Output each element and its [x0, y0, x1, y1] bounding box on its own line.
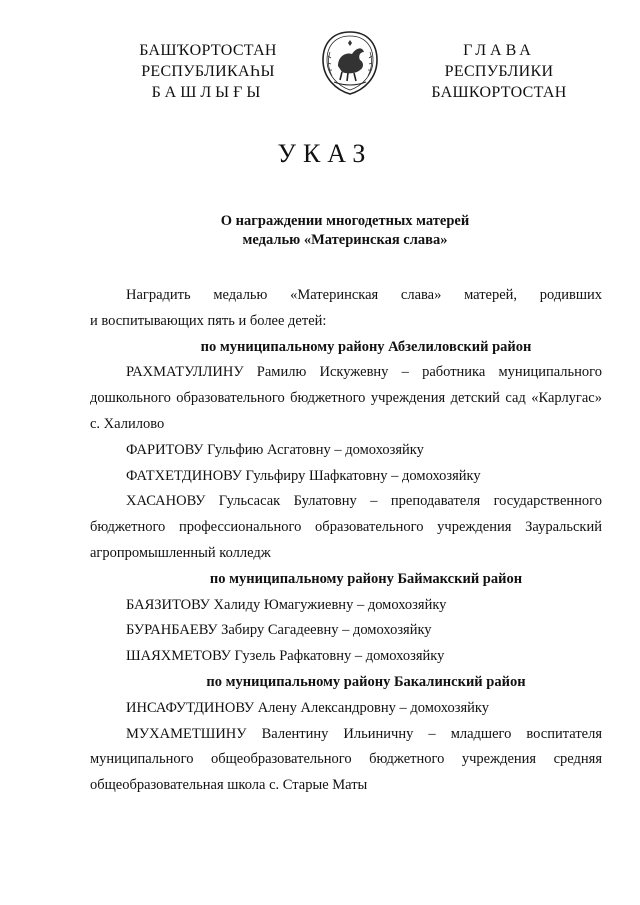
- intro-line-2: и воспитывающих пять и более детей:: [90, 312, 327, 329]
- award-entry: БУРАНБАЕВУ Забиру Сагадеевну – домохозяйку: [126, 622, 432, 639]
- subject-line-1: О награждении многодетных матерей: [220, 213, 470, 229]
- header-left-line-2: РЕСПУБЛИКАҺЫ: [141, 63, 275, 80]
- header-right-line-1: ГЛАВА: [463, 42, 535, 59]
- intro-line-1: Наградить медалью «Материнская слава» матерей, родивших: [126, 287, 602, 303]
- document-subject: [0, 212, 640, 250]
- section-heading: по муниципальному району Баймакский район: [209, 570, 523, 587]
- award-entry: ИНСАФУТДИНОВУ Алену Александровну – домохозяйку: [126, 699, 489, 716]
- award-entry: ФАТХЕТДИНОВУ Гульфиру Шафкатовну – домохозяйку: [126, 467, 481, 484]
- section-heading: по муниципальному району Абзелиловский район: [200, 338, 532, 355]
- header-right-block: [420, 40, 578, 103]
- award-entry: ШАЯХМЕТОВУ Гузель Рафкатовну – домохозяйку: [126, 648, 445, 665]
- subject-line-2: медалью «Материнская слава»: [242, 232, 448, 248]
- award-entry: МУХАМЕТШИНУ Валентину Ильиничну – младшего воспитателя муниципального общеобразовательного бюджетного учреждения средняя общеобразовательная школа с. Старые Маты: [90, 725, 602, 794]
- header-left-line-1: БАШҠОРТОСТАН: [139, 42, 277, 59]
- award-entry: ФАРИТОВУ Гульфию Асгатовну – домохозяйку: [126, 441, 424, 458]
- award-entry: РАХМАТУЛЛИНУ Рамилю Искужевну – работника муниципального дошкольного образовательного бюджетного учреждения детский сад «Карлугас» с. Халилово: [90, 364, 602, 432]
- document-title: УКАЗ: [277, 139, 373, 168]
- coat-of-arms-bashkortostan-icon: [320, 30, 380, 96]
- section-heading: по муниципальному району Бакалинский район: [206, 673, 526, 690]
- document-body: [90, 283, 602, 799]
- header-right-line-2: РЕСПУБЛИКИ: [444, 63, 554, 80]
- header-left-block: [128, 40, 288, 103]
- header-left-line-3: БАШЛЫҒЫ: [151, 84, 265, 101]
- header-right-line-3: БАШКОРТОСТАН: [431, 84, 567, 101]
- award-entry: ХАСАНОВУ Гульсасак Булатовну – преподавателя государственного бюджетного профессионального образовательного учреждения Зауральский агропромышленный колледж: [90, 493, 602, 561]
- award-entry: БАЯЗИТОВУ Халиду Юмагужиевну – домохозяйку: [126, 596, 447, 613]
